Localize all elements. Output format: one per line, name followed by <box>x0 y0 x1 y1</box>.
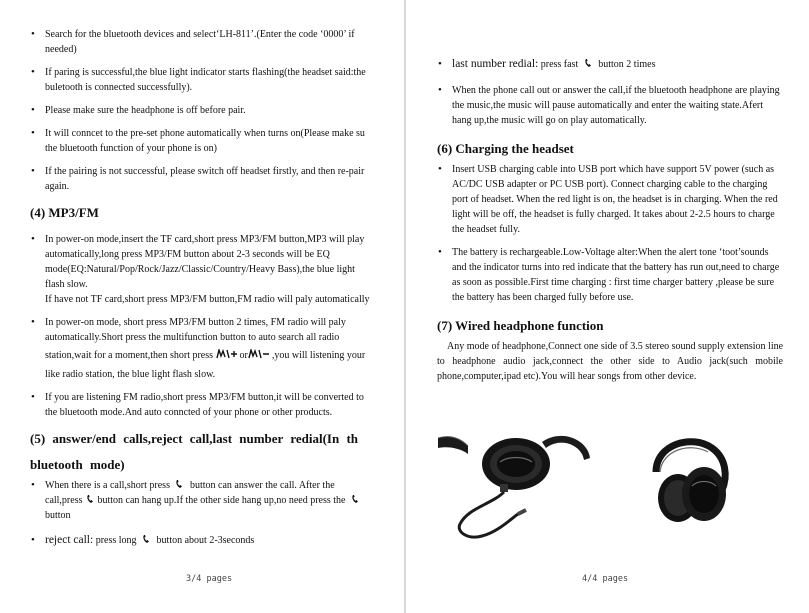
bullet-search-devices <box>30 27 362 57</box>
text-fragment: or <box>239 350 248 361</box>
text-line: and the indicator turns into red indicate that the battery has run out,need to charge <box>452 262 780 273</box>
headphone-cable-photo <box>438 432 598 544</box>
text-line: the bluetooth function of your phone is on) <box>45 143 217 154</box>
text-fragment: station,wait for a moment,then short press <box>45 350 214 361</box>
text-line <box>45 478 362 493</box>
text-line: buletooth is connected successfully). <box>45 82 193 93</box>
text-line: • In power-on mode,insert the TF card,short press MP3/FM button,MP3 will play <box>45 234 365 245</box>
section-heading-charging: (6) Charging the headset <box>437 141 574 156</box>
text-line: the headset fully. <box>452 224 520 235</box>
bullet-mp3-play <box>30 232 370 307</box>
text-line: the bluetooth mode.And auto conncted of your phone or other products. <box>45 407 333 418</box>
text-line: • If paring is successful,the blue light indicator starts flashing(the headset said:the <box>45 67 366 78</box>
text-line: the music,the music will pause automatically and enter the waiting state.Afert <box>452 100 764 111</box>
right-page <box>406 0 809 613</box>
bullet-call-pause-music <box>437 83 783 128</box>
text-fragment: press long <box>95 535 137 546</box>
text-line: • Please make sure the headphone is off before pair. <box>45 105 246 116</box>
bullet-reject-call <box>30 533 362 548</box>
text-line: flash slow. <box>45 279 88 290</box>
text-line: • The battery is rechargeable.Low-Voltage alter:When the alert tone ‘toot’sounds <box>452 247 769 258</box>
text-fragment: When there is a call,short press <box>45 480 170 491</box>
bullet-battery-low <box>437 245 783 305</box>
text-line <box>45 533 362 548</box>
text-line <box>45 345 366 367</box>
text-line: hang up,the music will go on play automatically. <box>452 115 647 126</box>
text-line: • If the pairing is not successful, please switch off headset firstly, and then re-pair <box>45 166 365 177</box>
text-line: mode(EQ:Natural/Pop/Rock/Jazz/Classic/Country/Heavy Bass),the blue light <box>45 264 355 275</box>
text-line: • In power-on mode, short press MP3/FM button 2 times, FM radio will paly <box>45 317 346 328</box>
wired-paragraph <box>437 339 783 384</box>
page-number: 4/4 pages <box>582 574 629 584</box>
text-line: the battery has been charged fully before use. <box>452 292 634 303</box>
left-page <box>0 0 404 613</box>
text-line: to headphone audio jack,connect the other side to Audio jack(such mobile <box>437 356 783 367</box>
bullet-last-number-redial <box>437 57 783 72</box>
text-line: button <box>45 510 71 521</box>
bullet-headphone-off <box>30 103 362 118</box>
page-number: 3/4 pages <box>186 574 233 584</box>
heading-line: (5) answer/end calls,reject call,last number redial(In th <box>30 431 359 446</box>
phone-icon <box>584 58 593 68</box>
text-line: as soon as possible.First time charging : first time charger battery ,please be sure <box>452 277 775 288</box>
bullet-pairing-success <box>30 65 366 95</box>
text-line: Any mode of headphone,Connect one side of 3.5 stereo sound supply extension line <box>447 341 784 352</box>
text-fragment: button 2 times <box>598 59 656 70</box>
volume-up-icon <box>216 349 240 359</box>
text-fragment: ,you will listening your <box>271 350 366 361</box>
text-fragment: button about 2-3seconds <box>156 535 255 546</box>
text-line: light will be off, the headset is fully charged. It takes about 2-2.5 hours to charge <box>452 209 775 220</box>
bullet-fm-to-bluetooth <box>30 390 362 420</box>
text-line: • When the phone call out or answer the call,if the bluetooth headphone are playing <box>452 85 780 96</box>
text-line: • If you are listening FM radio,short press MP3/FM button,it will be converted to <box>45 392 364 403</box>
text-line <box>452 57 783 72</box>
text-line: port of headset. When the red light is on, the headset is in charging. When the red <box>452 194 778 205</box>
bullet-fm-radio <box>30 315 366 382</box>
text-fragment: press fast <box>540 59 579 70</box>
text-fragment: button can hang up.If the other side hang up,no need press the <box>97 495 346 506</box>
section-heading-calls <box>30 430 362 474</box>
bullet-pairing-failed <box>30 164 365 194</box>
text-fragment: call,press <box>45 495 83 506</box>
text-line: AC/DC USB adapter or PC USB port). Connect charging cable to the charging <box>452 179 768 190</box>
bullet-auto-connect <box>30 126 365 156</box>
text-line: automatically,long press MP3/FM button about 2-3 seconds will be EQ <box>45 249 330 260</box>
text-line: If have not TF card,short press MP3/FM button,FM radio will paly automatically <box>45 294 370 305</box>
text-line <box>45 493 362 508</box>
text-line: needed) <box>45 44 77 55</box>
bullet-answer-call <box>30 478 362 523</box>
bullet-lead: reject call: <box>45 534 94 546</box>
text-line: like radio station, the blue light flash slow. <box>45 369 216 380</box>
phone-icon <box>175 479 184 489</box>
left-page-content <box>30 27 370 556</box>
heading-line: bluetooth mode) <box>30 457 125 472</box>
volume-down-icon <box>248 349 272 359</box>
text-fragment: button can answer the call. After the <box>189 480 335 491</box>
text-line: automatically.Short press the multifunction button to auto search all radio <box>45 332 340 343</box>
bullet-lead: last number redial: <box>452 58 539 70</box>
section-heading-mp3-fm: (4) MP3/FM <box>30 205 99 220</box>
section-heading-wired: (7) Wired headphone function <box>437 318 604 333</box>
text-line: phone,computer,ipad etc).You will hear songs from other device. <box>437 371 697 382</box>
bullet-usb-charging <box>437 162 783 237</box>
phone-icon <box>86 494 95 504</box>
right-page-content <box>437 57 783 384</box>
text-line: • It will conncet to the pre-set phone automatically when turns on(Please make su <box>45 128 365 139</box>
text-line: again. <box>45 181 70 192</box>
folded-headphone-photo <box>642 432 738 544</box>
text-line: • Insert USB charging cable into USB port which have support 5V power (such as <box>452 164 775 175</box>
phone-icon <box>351 494 360 504</box>
text-line: • Search for the bluetooth devices and select‘LH-811’.(Enter the code ‘0000’ if <box>45 29 355 40</box>
phone-icon <box>142 534 151 544</box>
